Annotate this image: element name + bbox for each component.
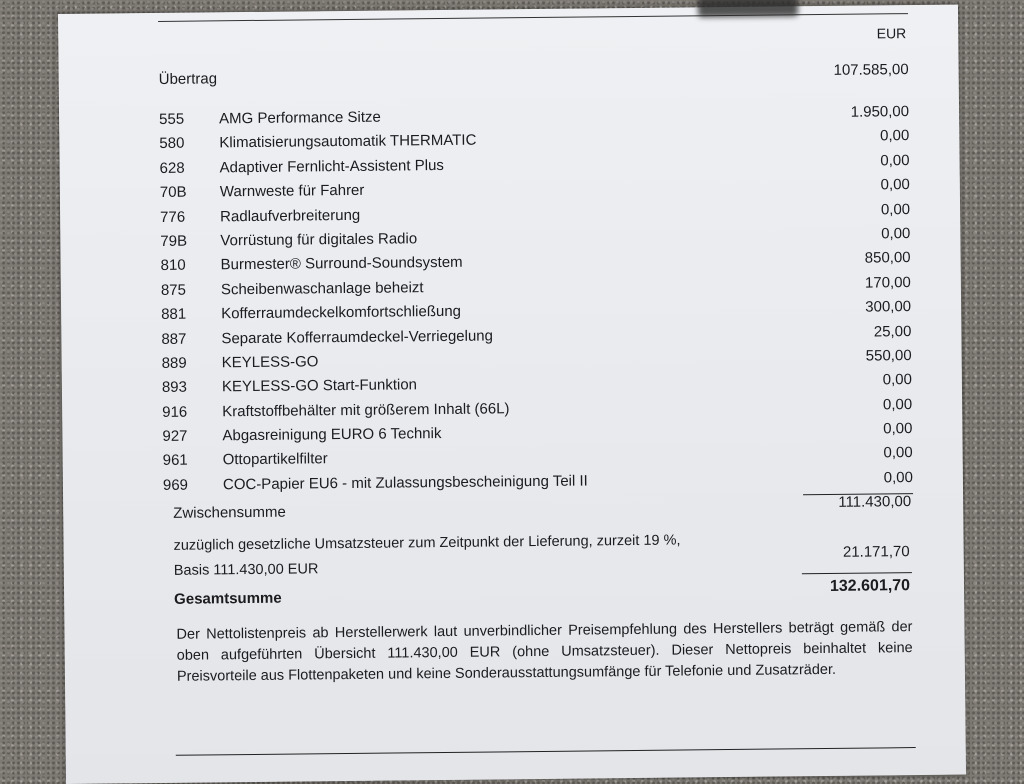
carryover-label: Übertrag xyxy=(158,70,218,88)
item-code: 961 xyxy=(162,452,188,470)
item-code: 875 xyxy=(160,281,187,299)
total-value: 132.601,70 xyxy=(829,577,911,595)
item-code: 916 xyxy=(162,403,188,421)
subtotal-value: 111.430,00 xyxy=(838,493,912,511)
item-code: 70B xyxy=(159,183,187,202)
item-amount: 550,00 xyxy=(865,346,912,365)
item-amount: 300,00 xyxy=(865,298,912,316)
item-description: Kofferraumdeckelkomfortschließung xyxy=(221,302,462,323)
item-description: COC-Papier EU6 - mit Zulassungsbescheinigung Teil II xyxy=(222,472,588,494)
item-amount: 0,00 xyxy=(880,200,911,218)
carryover-value: 107.585,00 xyxy=(833,61,909,79)
item-amount: 0,00 xyxy=(882,395,913,414)
item-description: KEYLESS-GO Start-Funktion xyxy=(221,376,418,396)
subtotal-label: Zwischensumme xyxy=(173,503,286,522)
vat-basis: Basis 111.430,00 EUR xyxy=(173,561,319,579)
item-amount: 0,00 xyxy=(882,371,912,389)
invoice-page xyxy=(58,5,966,784)
item-code: 79B xyxy=(160,232,188,250)
item-amount: 0,00 xyxy=(883,444,913,462)
item-amount: 0,00 xyxy=(880,127,910,145)
item-code: 889 xyxy=(161,354,187,372)
item-description: Klimatisierungsautomatik THERMATIC xyxy=(219,132,477,152)
price-note: Der Nettolistenpreis ab Herstellerwerk laut unverbindlicher Preisempfehlung des Herstellers beträgt gemäß der oben aufgeführten Übersicht 111.430,00 EUR (ohne Umsatzsteuer). Dieser Nettopreis beinhaltet keine Preisvorteile aus Flottenpaketen und keine Sonderausstattungsumfänge für Telefonie und Zusatzräder. xyxy=(176,619,913,685)
item-amount: 0,00 xyxy=(880,176,910,194)
item-amount: 0,00 xyxy=(883,420,913,438)
item-code: 887 xyxy=(161,330,187,348)
item-description: Warnweste für Fahrer xyxy=(219,181,365,201)
item-description: Scheibenwaschanlage beheizt xyxy=(220,278,424,299)
item-code: 555 xyxy=(159,110,185,128)
vat-description: zuzüglich gesetzliche Umsatzsteuer zum Zeitpunkt der Lieferung, zurzeit 19 %, xyxy=(173,532,681,554)
bottom-rule xyxy=(176,747,916,756)
item-amount: 170,00 xyxy=(864,273,911,292)
total-rule xyxy=(802,572,912,574)
vat-value: 21.171,70 xyxy=(842,543,910,561)
item-code: 580 xyxy=(159,135,185,153)
item-description: Adaptiver Fernlicht-Assistent Plus xyxy=(219,156,444,177)
item-code: 893 xyxy=(161,378,188,397)
item-amount: 25,00 xyxy=(873,322,912,340)
item-description: KEYLESS-GO xyxy=(221,353,319,372)
item-code: 881 xyxy=(161,305,187,324)
shadow-mark xyxy=(698,0,798,17)
item-code: 776 xyxy=(160,208,186,226)
item-code: 927 xyxy=(162,427,188,446)
item-description: Abgasreinigung EURO 6 Technik xyxy=(222,425,442,445)
item-description: Burmester® Surround-Soundsystem xyxy=(220,254,463,274)
item-amount: 1.950,00 xyxy=(850,103,910,121)
item-description: AMG Performance Sitze xyxy=(219,108,381,128)
item-code: 628 xyxy=(159,159,185,177)
total-label: Gesamtsumme xyxy=(174,589,282,608)
item-description: Separate Kofferraumdeckel-Verriegelung xyxy=(221,326,494,347)
item-amount: 0,00 xyxy=(883,468,913,487)
item-list xyxy=(159,100,913,498)
item-code: 969 xyxy=(162,476,189,494)
item-description: Radlaufverbreiterung xyxy=(220,206,361,225)
item-description: Kraftstoffbehälter mit größerem Inhalt (66L) xyxy=(222,399,510,420)
item-amount: 850,00 xyxy=(864,249,911,267)
item-amount: 0,00 xyxy=(880,151,910,170)
item-description: Vorrüstung für digitales Radio xyxy=(220,230,418,250)
item-description: Ottopartikelfilter xyxy=(222,450,328,469)
currency-header: EUR xyxy=(876,25,907,42)
item-code: 810 xyxy=(160,257,186,275)
item-amount: 0,00 xyxy=(881,225,911,243)
